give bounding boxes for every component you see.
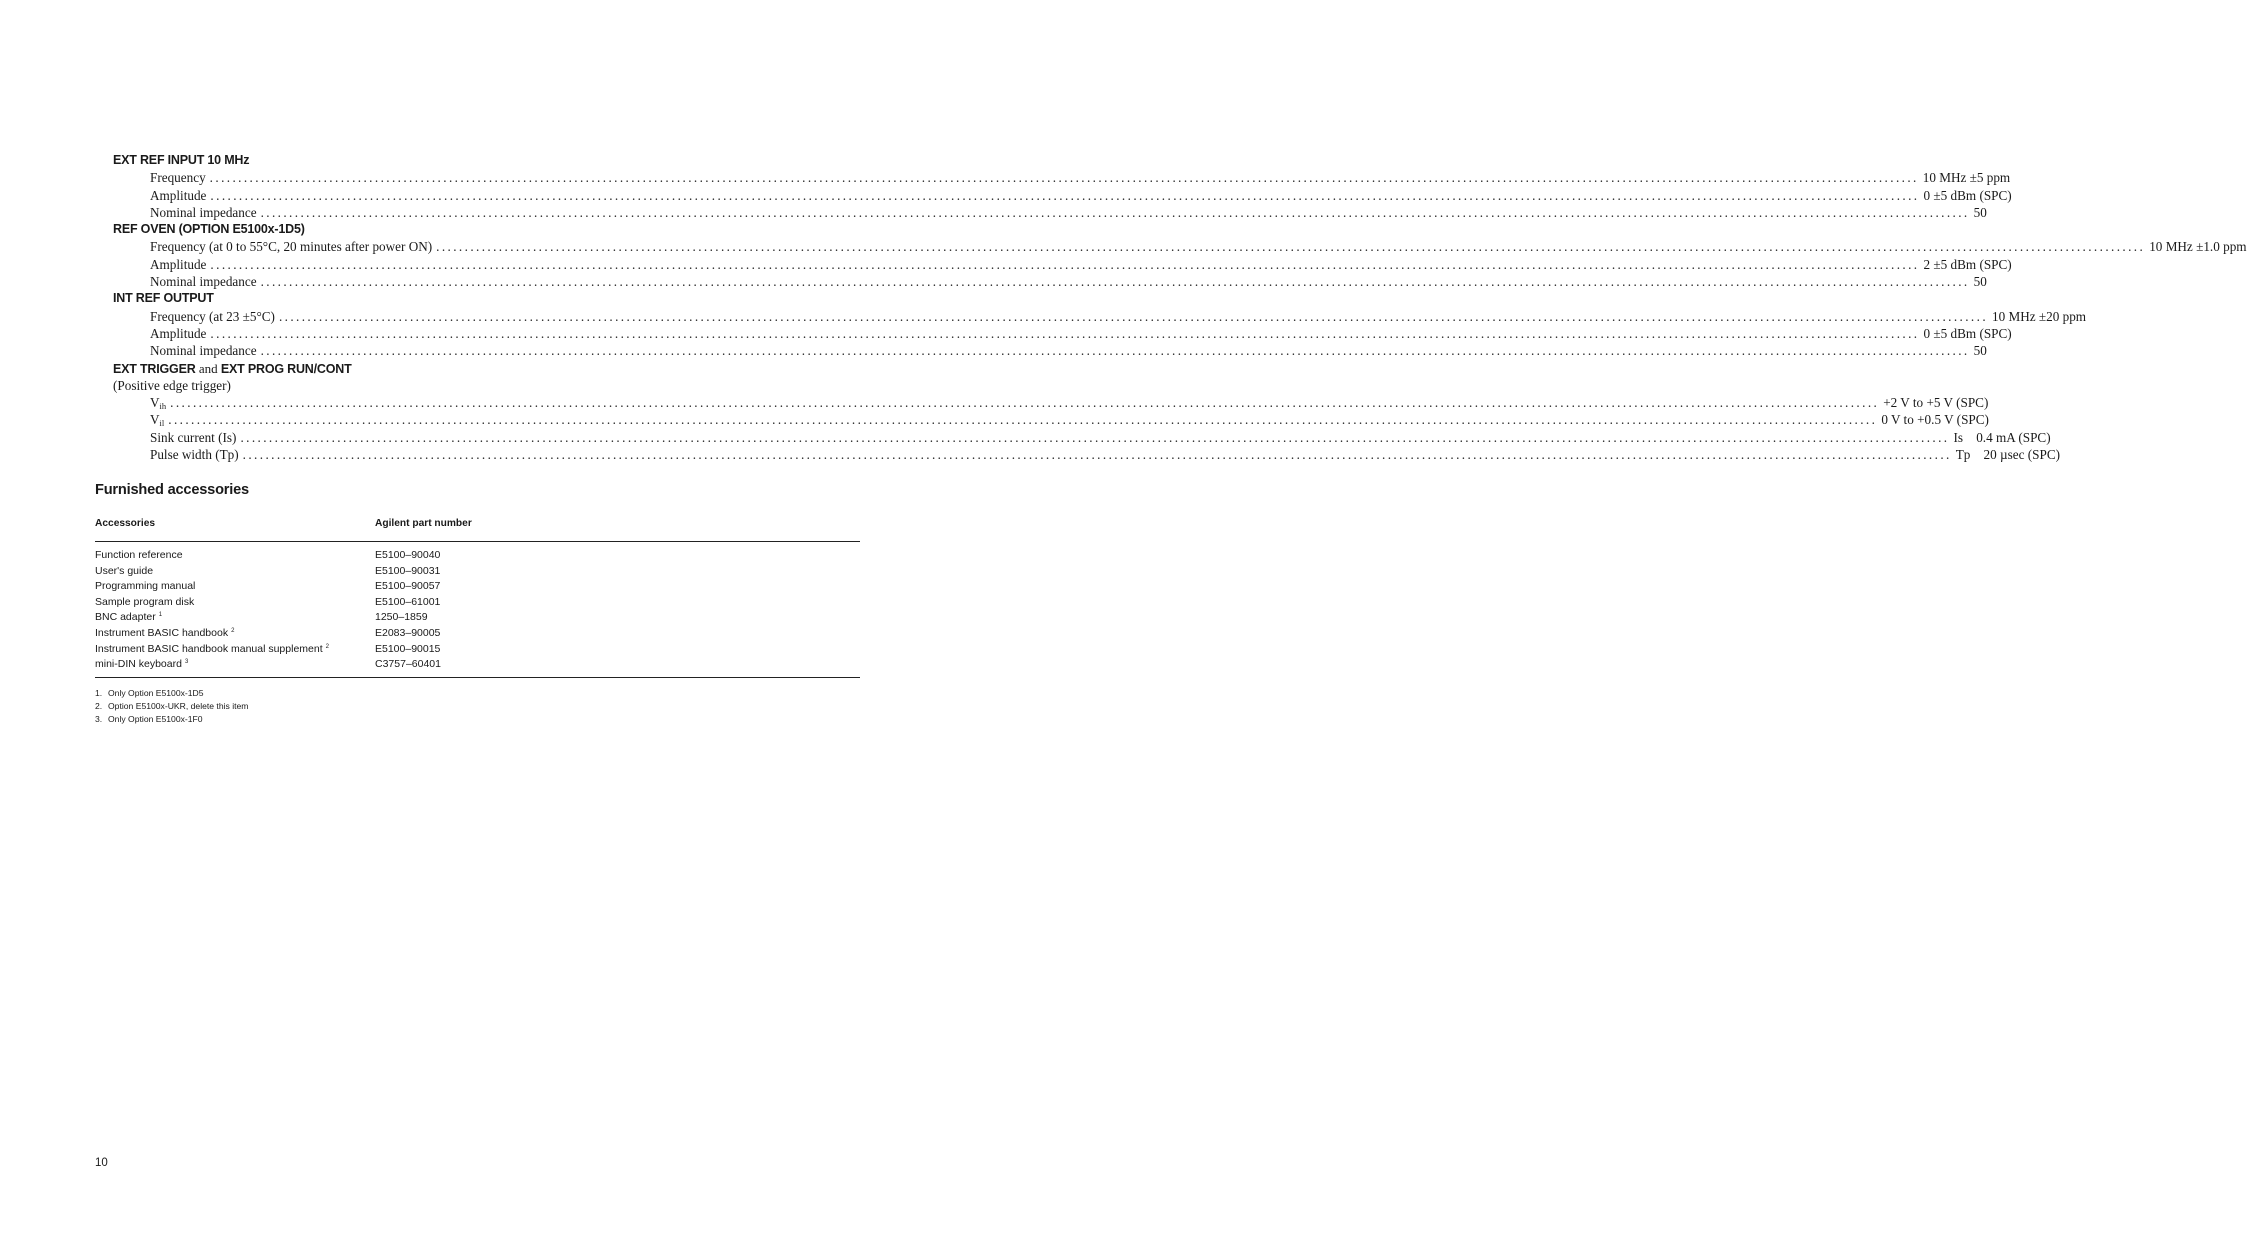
part-number: E5100–90031	[375, 564, 441, 577]
symbol-subscript: il	[159, 418, 165, 429]
section-heading-int-ref-output: INT REF OUTPUT	[113, 291, 214, 306]
spec-row-pulse-width	[150, 446, 2061, 463]
part-number: C3757–60401	[375, 658, 441, 671]
leader-dots: ............................................................................................................................................................................................................................................................................................................	[260, 274, 1970, 290]
section-heading-ref-oven: REF OVEN (OPTION E5100x-1D5)	[113, 222, 305, 237]
spec-row	[150, 325, 2012, 342]
footnote-marker: 2	[325, 643, 329, 650]
spec-value: 0 ±5 dBm (SPC)	[1923, 325, 2012, 341]
footnote-text: Option E5100x-UKR, delete this item	[108, 700, 249, 711]
spec-row	[150, 187, 2012, 204]
table-row	[95, 657, 860, 673]
leader-dots: ............................................................................................................................................................................................................................................................................................................	[436, 239, 2146, 255]
footnote-text: Only Option E5100x-1D5	[108, 688, 204, 698]
section-heading-ext-ref-input: EXT REF INPUT 10 MHz	[113, 153, 250, 167]
spec-row-sink-current	[150, 429, 2051, 446]
spec-row	[150, 342, 1987, 359]
accessory-name: mini-DIN keyboard	[95, 658, 182, 671]
leader-dots: ............................................................................................................................................................................................................................................................................................................	[210, 325, 1920, 341]
heading-and: and	[198, 360, 218, 376]
accessory-name-cell	[95, 595, 375, 611]
spec-value: 50	[1973, 274, 1987, 290]
spec-row	[150, 204, 1987, 221]
table-header	[95, 516, 860, 541]
spec-value: 0 V to +0.5 V (SPC)	[1881, 412, 1989, 428]
spec-row-vih	[150, 394, 1989, 412]
footnote-text: Only Option E5100x-1F0	[108, 713, 203, 724]
leader-dots: ............................................................................................................................................................................................................................................................................................................	[260, 343, 1970, 359]
footnote	[95, 687, 248, 700]
leader-dots: ............................................................................................................................................................................................................................................................................................................	[210, 187, 1920, 203]
accessory-name-cell	[95, 564, 375, 580]
accessory-name: User's guide	[95, 564, 154, 577]
table-row	[95, 595, 860, 611]
spec-row	[150, 308, 2087, 325]
spec-row	[150, 238, 2247, 255]
leader-dots: ............................................................................................................................................................................................................................................................................................................	[209, 170, 1919, 186]
part-number: E2083–90005	[375, 626, 441, 639]
accessory-name-cell	[95, 626, 375, 642]
accessory-name-cell	[95, 579, 375, 595]
footnote-number: 2.	[95, 700, 103, 711]
table-row	[95, 642, 860, 658]
page-number: 10	[95, 1157, 108, 1169]
specifications-block	[113, 152, 2247, 463]
accessory-name-cell	[95, 548, 375, 564]
trigger-note: (Positive edge trigger)	[113, 377, 231, 393]
part-number: E5100–90040	[375, 549, 441, 561]
leader-dots: ............................................................................................................................................................................................................................................................................................................	[210, 256, 1920, 272]
spec-label	[150, 411, 164, 428]
accessory-name: Instrument BASIC handbook manual supplement	[95, 642, 323, 655]
symbol-subscript: ih	[159, 401, 167, 412]
spec-label: Nominal impedance	[150, 343, 257, 359]
accessories-title: Furnished accessories	[95, 482, 249, 498]
accessories-table	[95, 516, 860, 678]
spec-value: 0 ±5 dBm (SPC)	[1923, 187, 2012, 203]
part-number: E5100–90057	[375, 580, 441, 593]
accessory-name-cell	[95, 657, 375, 673]
spec-label: Pulse width (Tp)	[150, 447, 239, 463]
section-heading-ext-trigger	[113, 360, 858, 377]
part-number: 1250–1859	[375, 611, 428, 624]
spec-label: Frequency (at 0 to 55°C, 20 minutes after power ON)	[150, 239, 433, 255]
table-row	[95, 626, 860, 642]
footnote-number: 1.	[95, 688, 103, 698]
spec-label: Amplitude	[150, 187, 207, 203]
leader-dots: ............................................................................................................................................................................................................................................................................................................	[168, 412, 1878, 428]
accessory-name-cell	[95, 610, 375, 626]
table-rule-bottom	[95, 677, 860, 678]
spec-label: Nominal impedance	[150, 274, 257, 290]
footnote-marker: 2	[231, 627, 235, 634]
spec-value: 2 ±5 dBm (SPC)	[1923, 256, 2012, 272]
spec-value: Tp 20 µsec (SPC)	[1955, 447, 2061, 463]
column-header-part-number: Agilent part number	[375, 518, 472, 529]
spec-row	[150, 273, 1987, 290]
table-row	[95, 579, 860, 595]
heading-ext-trigger: EXT TRIGGER	[113, 361, 196, 376]
spec-label: Sink current (Is)	[150, 429, 237, 445]
footnote-marker: 3	[184, 659, 189, 666]
accessory-name: Programming manual	[95, 580, 196, 593]
spec-row	[150, 256, 2012, 273]
leader-dots: ............................................................................................................................................................................................................................................................................................................	[240, 429, 1950, 445]
leader-dots: ............................................................................................................................................................................................................................................................................................................	[170, 395, 1880, 411]
spec-row	[150, 169, 2011, 186]
part-number: E5100–90015	[375, 642, 441, 655]
spec-value: 10 MHz ±5 ppm	[1922, 170, 2011, 186]
symbol-v: V	[150, 412, 160, 428]
spec-label: Amplitude	[150, 256, 207, 272]
symbol-v: V	[150, 395, 160, 411]
spec-value: +2 V to +5 V (SPC)	[1883, 395, 1989, 411]
footnote-marker: 1	[158, 612, 163, 619]
column-header-accessories: Accessories	[95, 518, 156, 529]
part-number: E5100–61001	[375, 595, 441, 608]
spec-label: Nominal impedance	[150, 204, 257, 220]
spec-label	[150, 394, 166, 411]
accessory-name: BNC adapter	[95, 611, 156, 624]
spec-value: 10 MHz ±20 ppm	[1992, 308, 2087, 324]
accessory-name: Instrument BASIC handbook	[95, 626, 229, 639]
leader-dots: ............................................................................................................................................................................................................................................................................................................	[278, 308, 1989, 324]
table-body	[95, 542, 860, 677]
footnotes	[95, 687, 248, 725]
leader-dots: ............................................................................................................................................................................................................................................................................................................	[260, 204, 1970, 220]
leader-dots: ............................................................................................................................................................................................................................................................................................................	[242, 447, 1952, 463]
table-row	[95, 548, 860, 564]
footnote-number: 3.	[95, 713, 103, 724]
spec-value: 10 MHz ±1.0 ppm	[2149, 239, 2247, 255]
spec-label: Frequency (at 23 ±5°C)	[150, 308, 275, 324]
spec-row-vil	[150, 411, 1989, 429]
accessory-name-cell	[95, 642, 375, 658]
table-row	[95, 564, 860, 580]
accessory-name: Sample program disk	[95, 595, 195, 608]
spec-value: 50	[1973, 343, 1987, 359]
table-row	[95, 610, 860, 626]
heading-ext-prog: EXT PROG RUN/CONT	[220, 361, 352, 376]
spec-label: Amplitude	[150, 325, 207, 341]
spec-value: 50	[1973, 204, 1987, 220]
accessory-name: Function reference	[95, 549, 183, 561]
footnote	[95, 713, 248, 726]
footnote	[95, 700, 248, 713]
spec-label: Frequency	[150, 170, 206, 186]
spec-value: Is 0.4 mA (SPC)	[1953, 429, 2051, 445]
